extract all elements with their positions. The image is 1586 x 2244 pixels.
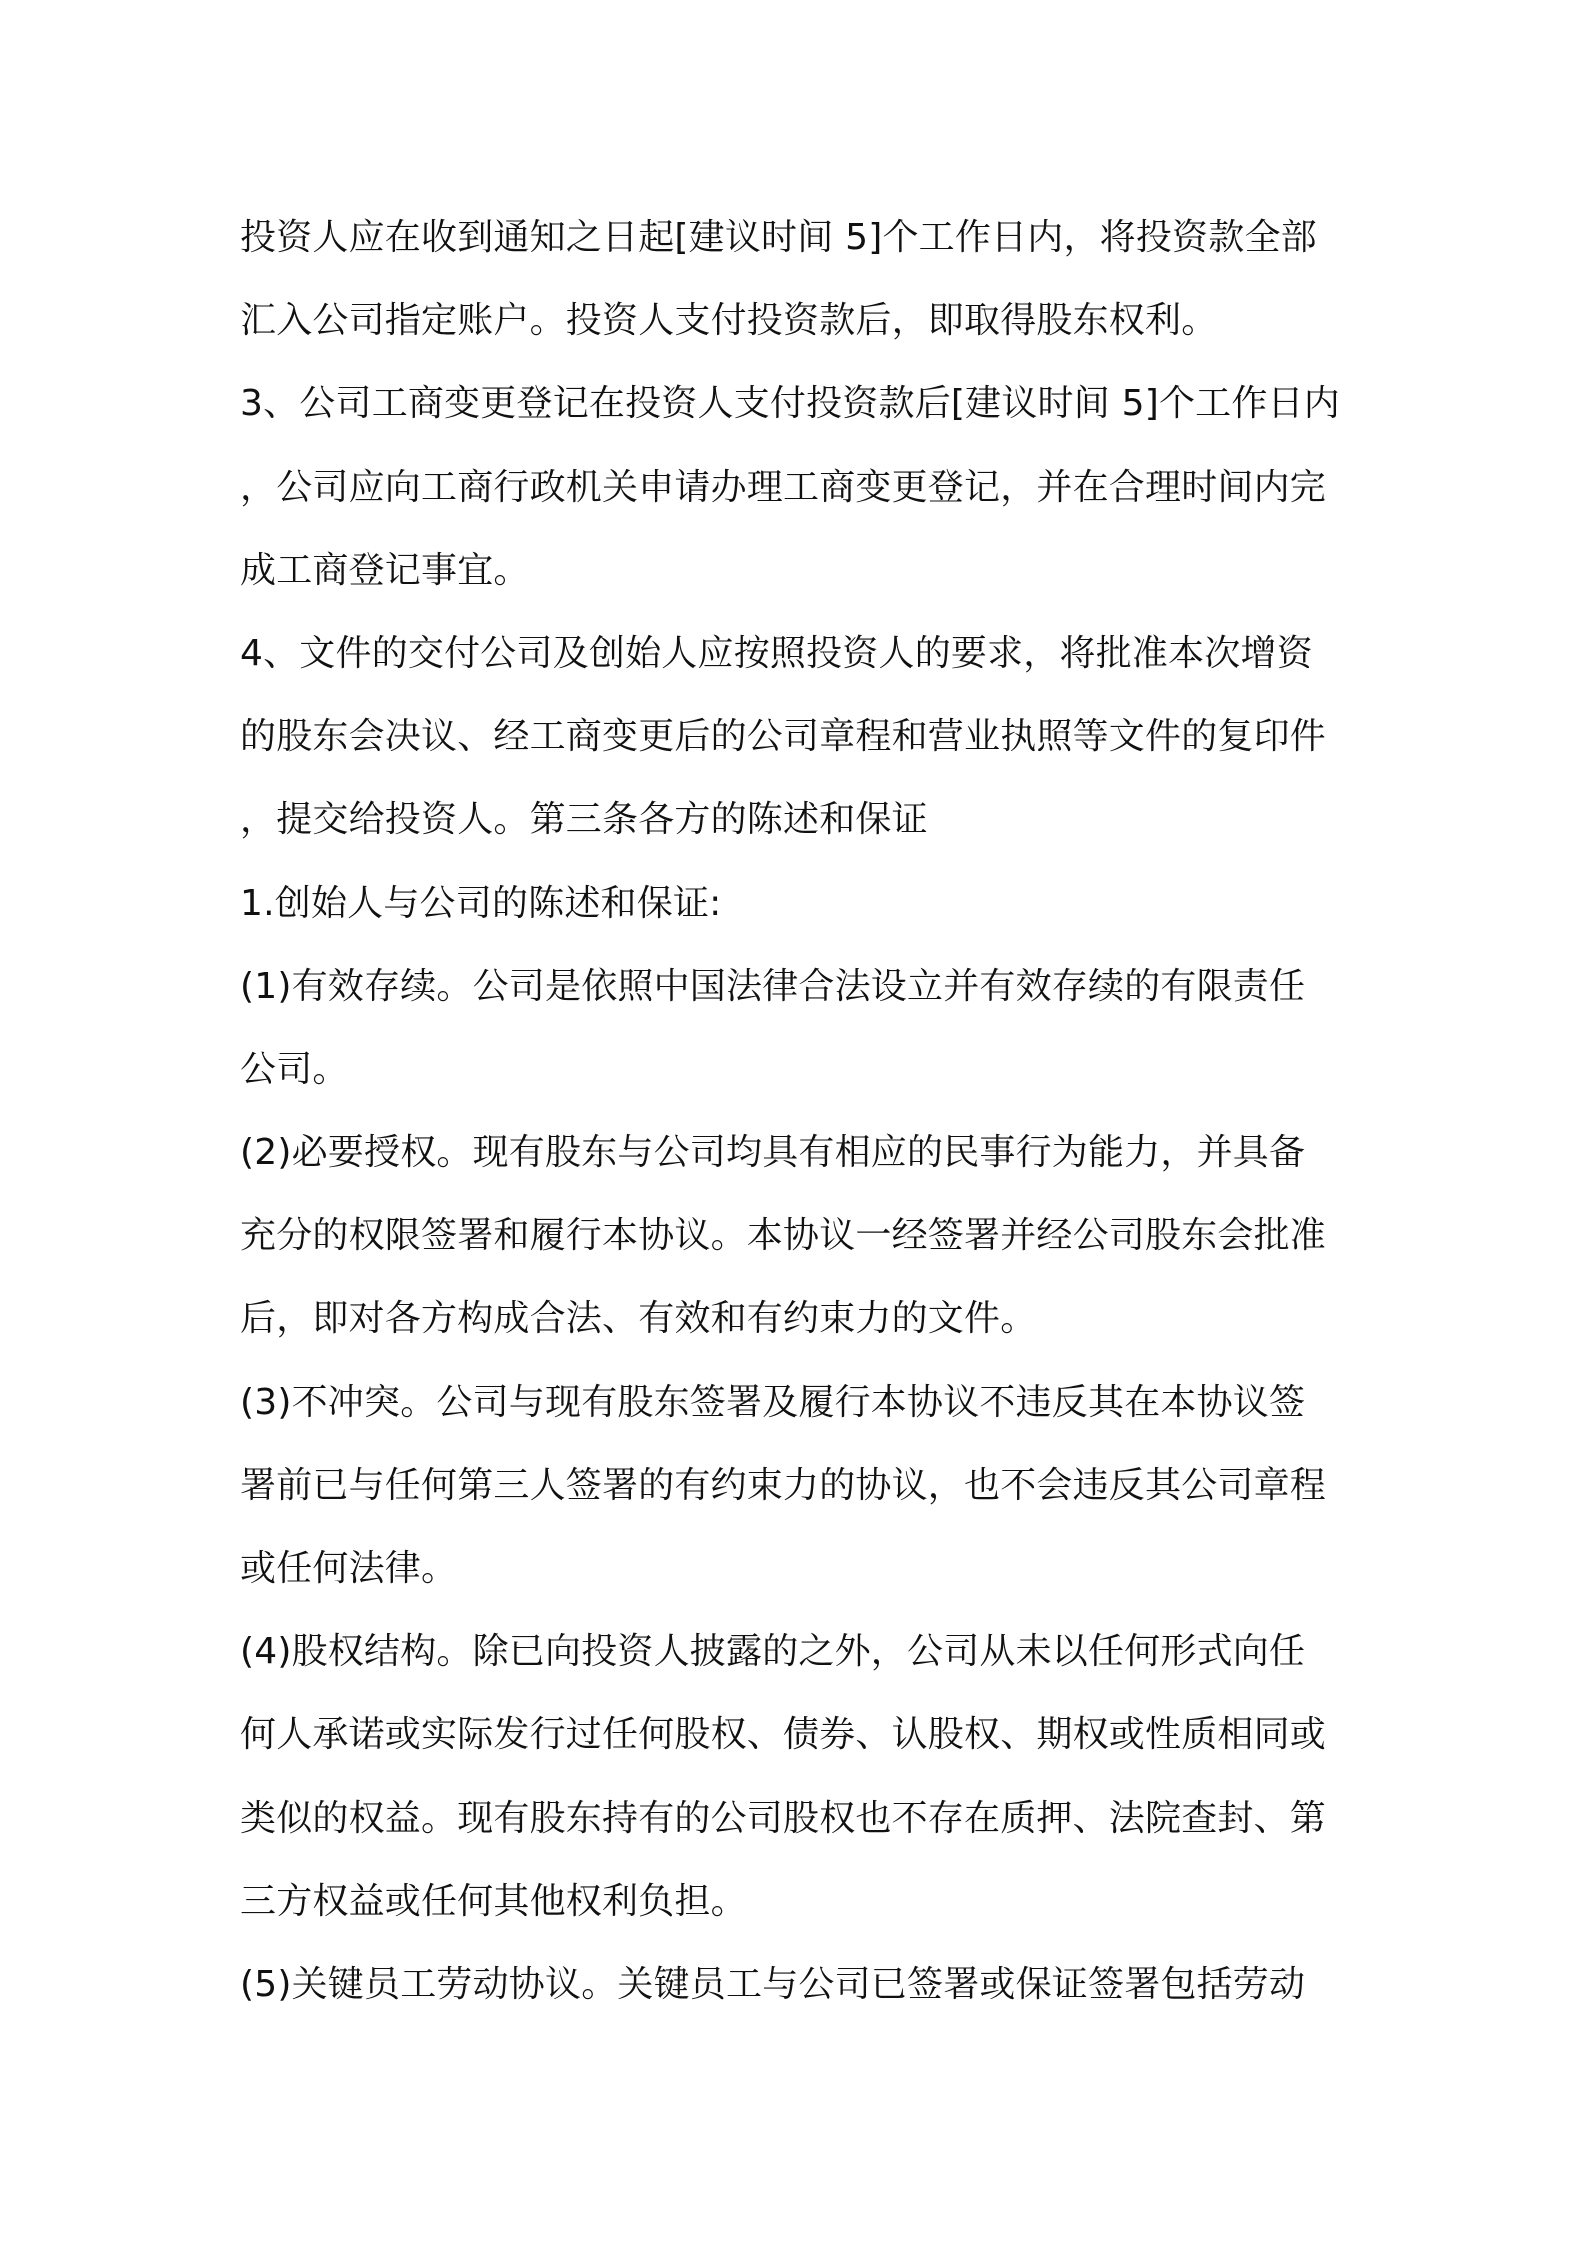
text-line: 投资人应在收到通知之日起[建议时间 5]个工作日内，将投资款全部: [240, 217, 1317, 258]
text-line: (3)不冲突。公司与现有股东签署及履行本协议不违反其在本协议签: [240, 1381, 1306, 1423]
text-line: (1)有效存续。公司是依照中国法律合法设立并有效存续的有限责任: [240, 965, 1306, 1007]
text-line: 的股东会决议、经工商变更后的公司章程和营业执照等文件的复印件: [240, 716, 1327, 758]
text-line: 1.创始人与公司的陈述和保证:: [240, 882, 722, 924]
text-line: 或任何法律。: [240, 1548, 458, 1589]
text-line: 何人承诺或实际发行过任何股权、债券、认股权、期权或性质相同或: [240, 1714, 1327, 1756]
text-line: 后，即对各方构成合法、有效和有约束力的文件。: [240, 1298, 1037, 1340]
text-line: ，提交给投资人。第三条各方的陈述和保证: [240, 799, 928, 841]
text-line: 4、文件的交付公司及创始人应按照投资人的要求，将批准本次增资: [240, 632, 1313, 674]
text-line: 3、公司工商变更登记在投资人支付投资款后[建议时间 5]个工作日内: [240, 383, 1340, 425]
text-line: ，公司应向工商行政机关申请办理工商变更登记，并在合理时间内完: [240, 466, 1327, 508]
text-line: 公司。: [240, 1048, 349, 1090]
text-line: 三方权益或任何其他权利负担。: [240, 1880, 747, 1922]
text-line: (5)关键员工劳动协议。关键员工与公司已签署或保证签署包括劳动: [240, 1963, 1306, 2005]
text-line: (4)股权结构。除已向投资人披露的之外，公司从未以任何形式向任: [240, 1631, 1306, 1673]
text-line: (2)必要授权。现有股东与公司均具有相应的民事行为能力，并具备: [240, 1132, 1306, 1174]
text-line: 署前已与任何第三人签署的有约束力的协议，也不会违反其公司章程: [240, 1464, 1327, 1506]
document-body: [240, 196, 1360, 2026]
text-line: 充分的权限签署和履行本协议。本协议一经签署并经公司股东会批准: [240, 1215, 1327, 1257]
text-line: 类似的权益。现有股东持有的公司股权也不存在质押、法院查封、第: [240, 1797, 1327, 1839]
text-line: 成工商登记事宜。: [240, 549, 530, 591]
text-line: 汇入公司指定账户。投资人支付投资款后，即取得股东权利。: [240, 300, 1218, 342]
